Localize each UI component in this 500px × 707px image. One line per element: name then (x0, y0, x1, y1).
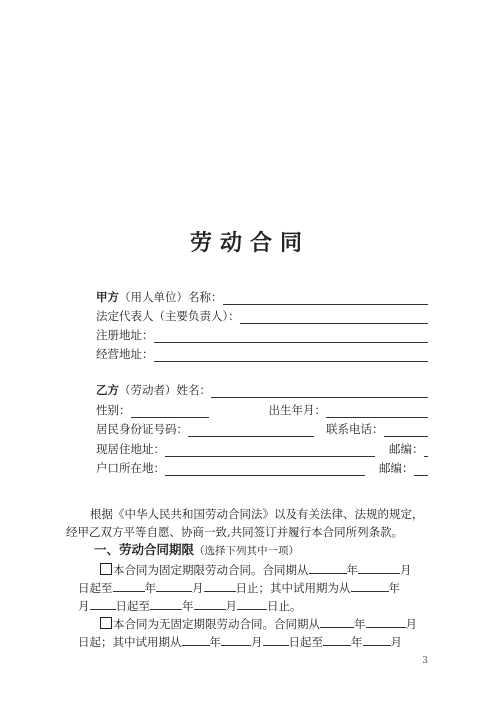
opt2-prob-end-year-field[interactable] (323, 633, 351, 646)
document-title: 劳动合同 (189, 231, 310, 256)
page-number: 3 (422, 656, 428, 666)
opt1-prob-year-label: 年 (388, 581, 400, 595)
id-phone-row (96, 421, 428, 437)
legal-rep-row (96, 308, 428, 324)
opt1-prob-end-text: 日止。 (267, 599, 302, 613)
party-b-label: 乙方 (96, 383, 119, 397)
opt1-prob-year-field[interactable] (351, 579, 389, 592)
hukou-row (96, 460, 428, 476)
opt1-start-year-field[interactable] (309, 561, 347, 574)
phone-field[interactable] (384, 424, 429, 437)
opt1-end-month-label: 月 (192, 581, 204, 595)
opt1-prob-end-year-label: 年 (182, 599, 194, 613)
postcode1-field[interactable] (424, 444, 429, 457)
option-2-text: 本合同为无固定期限劳动合同。合同期从 (113, 617, 320, 631)
postcode1-label: 邮编： (389, 442, 424, 456)
opt2-prob-month-field[interactable] (221, 633, 251, 646)
party-a-name-field[interactable] (223, 292, 429, 305)
party-a-name-label: （用人单位）名称： (119, 290, 223, 304)
opt2-start-year-field[interactable] (320, 615, 354, 628)
gender-birth-row (96, 402, 428, 418)
opt2-prob-end-year-label: 年 (351, 635, 363, 649)
opt2-prob-end-month-field[interactable] (363, 633, 391, 646)
opt2-prob-year-field[interactable] (182, 633, 210, 646)
biz-addr-row (96, 346, 428, 362)
opt1-prob-day-to: 日起至 (115, 599, 150, 613)
legal-rep-label: 法定代表人（主要负责人）： (96, 309, 240, 323)
open-term-checkbox[interactable] (100, 617, 112, 629)
party-b-name-label: （劳动者）姓名： (119, 383, 211, 397)
biz-addr-field[interactable] (154, 349, 429, 362)
legal-rep-field[interactable] (240, 311, 428, 324)
opt1-probation-text: 日止；其中试用期为从 (235, 581, 351, 595)
opt1-prob-end-day-field[interactable] (237, 597, 267, 610)
opt2-start-month-field[interactable] (366, 615, 406, 628)
party-a-label: 甲方 (96, 290, 119, 304)
opt1-prob-end-month-field[interactable] (194, 597, 226, 610)
reg-addr-label: 注册地址： (96, 328, 154, 342)
option-1-line-1 (100, 561, 412, 578)
opt1-day-from: 日起至 (78, 581, 113, 595)
opt2-prob-month-label: 月 (251, 635, 263, 649)
cur-addr-row (96, 441, 428, 457)
opt2-day-start-text: 日起；其中试用期从 (78, 635, 182, 649)
opt1-year-label: 年 (346, 563, 358, 577)
opt1-end-year-field[interactable] (113, 579, 145, 592)
opt1-end-month-field[interactable] (156, 579, 192, 592)
opt1-month-label: 月 (400, 563, 412, 577)
opt1-prob-end-year-field[interactable] (150, 597, 182, 610)
opt1-prob-day-field[interactable] (90, 597, 116, 610)
reg-addr-row (96, 327, 428, 343)
option-2-line-2 (78, 633, 402, 650)
gender-label: 性别： (96, 403, 131, 417)
postcode2-label: 邮编： (379, 461, 414, 475)
id-label: 居民身份证号码： (96, 422, 188, 436)
opt2-prob-day-to: 日起至 (288, 635, 323, 649)
intro-line-1: 根据《中华人民共和国劳动合同法》以及有关法律、法规的规定， (90, 507, 424, 521)
party-b-name-row (96, 382, 428, 398)
birth-label: 出生年月： (268, 403, 326, 417)
option-1-line-2 (78, 579, 400, 596)
opt2-prob-day-field[interactable] (263, 633, 289, 646)
opt1-start-month-field[interactable] (358, 561, 400, 574)
cur-addr-field[interactable] (165, 444, 375, 457)
hukou-label: 户口所在地： (96, 461, 165, 475)
opt2-month-label: 月 (405, 617, 417, 631)
opt1-prob-month-label: 月 (78, 599, 90, 613)
intro-line-2: 经甲乙双方平等自愿、协商一致,共同签订并履行本合同所列条款。 (66, 525, 404, 539)
opt1-end-day-field[interactable] (204, 579, 236, 592)
hukou-field[interactable] (165, 463, 365, 476)
phone-label: 联系电话： (326, 422, 384, 436)
birth-field[interactable] (326, 405, 428, 418)
reg-addr-field[interactable] (154, 330, 429, 343)
option-2-line-1 (100, 615, 417, 632)
section-1-note: （选择下列其中一项） (194, 545, 300, 557)
biz-addr-label: 经营地址： (96, 347, 154, 361)
opt1-prob-end-month-label: 月 (225, 599, 237, 613)
postcode2-field[interactable] (414, 463, 429, 476)
id-field[interactable] (188, 424, 314, 437)
opt2-year-label: 年 (354, 617, 366, 631)
opt1-end-year-label: 年 (144, 581, 156, 595)
party-b-name-field[interactable] (211, 385, 428, 398)
opt2-prob-end-month-label: 月 (390, 635, 402, 649)
option-1-line-3 (78, 597, 302, 614)
section-1-heading-row (94, 542, 299, 559)
gender-field[interactable] (131, 405, 209, 418)
cur-addr-label: 现居住地址： (96, 442, 165, 456)
option-1-text: 本合同为固定期限劳动合同。合同期从 (113, 563, 309, 577)
section-1-heading: 一、劳动合同期限 (94, 542, 195, 557)
party-a-name-row (96, 289, 428, 305)
opt2-prob-year-label: 年 (209, 635, 221, 649)
fixed-term-checkbox[interactable] (100, 563, 112, 575)
